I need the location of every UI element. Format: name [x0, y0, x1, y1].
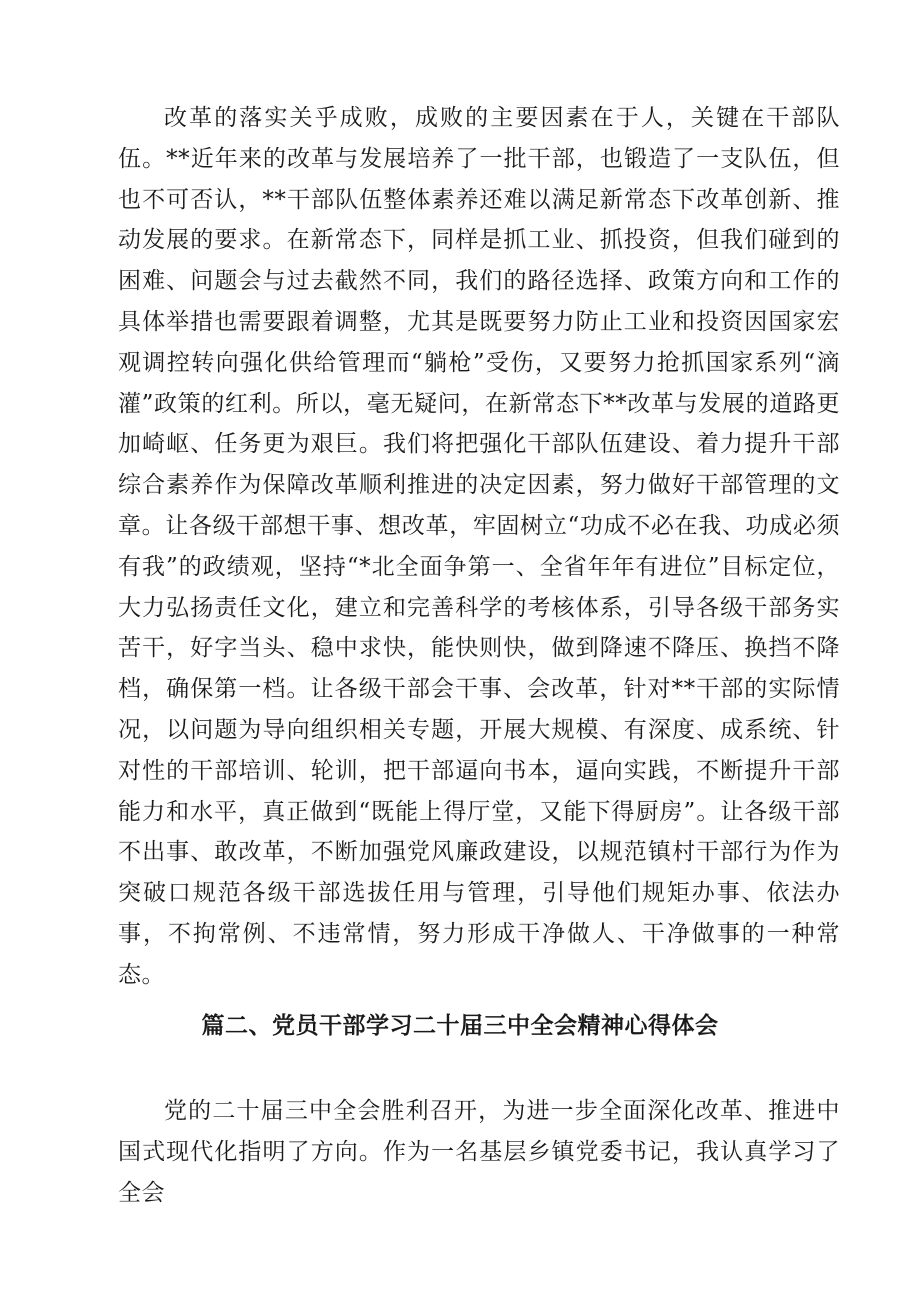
body-paragraph-2: 党的二十届三中全会胜利召开，为进一步全面深化改革、推进中国式现代化指明了方向。作为一名基层乡镇党委书记，我认真学习了全会 [118, 1098, 840, 1206]
body-paragraph-1: 改革的落实关乎成败，成败的主要因素在于人，关键在干部队伍。**近年来的改革与发展培养了一批干部，也锻造了一支队伍，但也不可否认，**干部队伍整体素养还难以满足新常态下改革创新、推动发展的要求。在新常态下，同样是抓工业、抓投资，但我们碰到的困难、问题会与过去截然不同，我们的路径选择、政策方向和工作的具体举措也需要跟着调整，尤其是既要努力防止工业和投资因国家宏观调控转向强化供给管理而“躺枪”受伤，又要努力抢抓国家系列“滴灌”政策的红利。所以，毫无疑问，在新常态下**改革与发展的道路更加崎岖、任务更为艰巨。我们将把强化干部队伍建设、着力提升干部综合素养作为保障改革顺利推进的决定因素，努力做好干部管理的文章。让各级干部想干事、想改革，牢固树立“功成不必在我、功成必须有我”的政绩观，坚持“*北全面争第一、全省年年有进位”目标定位，大力弘扬责任文化，建立和完善科学的考核体系，引导各级干部务实苦干，好字当头、稳中求快，能快则快，做到降速不降压、换挡不降档，确保第一档。让各级干部会干事、会改革，针对**干部的实际情况，以问题为导向组织相关专题，开展大规模、有深度、成系统、针对性的干部培训、轮训，把干部逼向书本，逼向实践，不断提升干部能力和水平，真正做到“既能上得厅堂，又能下得厨房”。让各级干部不出事、敢改革，不断加强党风廉政建设，以规范镇村干部行为作为突破口规范各级干部选拔任用与管理，引导他们规矩办事、依法办事，不拘常例、不违常情，努力形成干净做人、干净做事的一种常态。 [118, 105, 840, 988]
section-heading: 篇二、党员干部学习二十届三中全会精神心得体会 [201, 1013, 719, 1039]
